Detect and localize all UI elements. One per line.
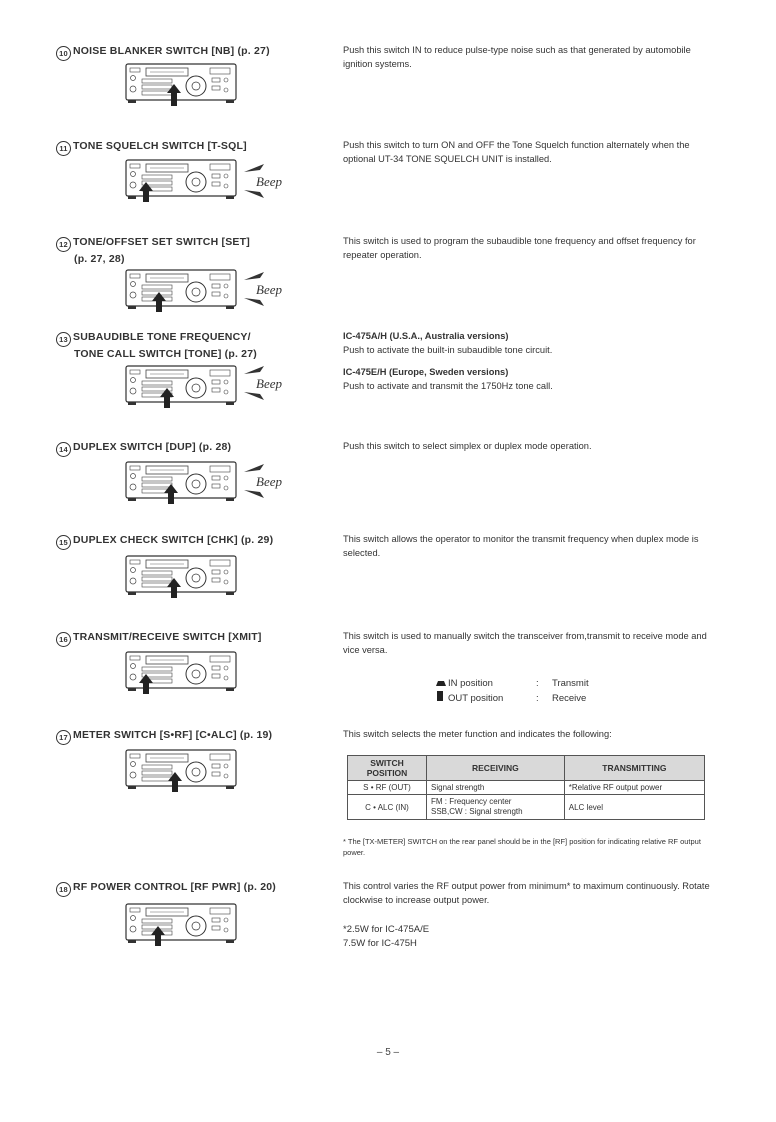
table-cell-line: SSB,CW : Signal strength — [431, 807, 523, 816]
section-title: TRANSMIT/RECEIVE SWITCH [XMIT] — [73, 631, 262, 643]
section-description: This switch selects the meter function and indicates the following: — [343, 729, 612, 739]
table-cell-multiline — [427, 795, 565, 820]
beep-text: Beep — [256, 282, 282, 297]
radio-diagram — [124, 748, 242, 792]
radio-diagram — [124, 902, 242, 946]
section-title: DUPLEX SWITCH [DUP] (p. 28) — [73, 441, 232, 453]
meter-table — [347, 755, 705, 820]
version-text-eu: Push to activate and transmit the 1750Hz tone call. — [343, 380, 553, 391]
section-heading — [56, 139, 336, 156]
table-header: TRANSMITTING — [564, 756, 704, 781]
section-heading — [56, 440, 336, 457]
section-number: 14 — [56, 442, 71, 457]
section-title: NOISE BLANKER SWITCH [NB] (p. 27) — [73, 45, 270, 57]
switch-in-icon — [436, 677, 448, 691]
section-description: Push this switch IN to reduce pulse-type noise such as that generated by automobile ignition systems. — [343, 45, 691, 69]
table-header-row — [348, 756, 705, 781]
power-note: *2.5W for IC-475A/E — [343, 924, 430, 935]
power-note: 7.5W for IC-475H — [343, 938, 417, 949]
section-title: METER SWITCH [S•RF] [C•ALC] (p. 19) — [73, 729, 273, 741]
section-title: SUBAUDIBLE TONE FREQUENCY/ — [73, 331, 251, 343]
beep-icon — [242, 462, 292, 500]
section-number: 17 — [56, 730, 71, 745]
section-description: Push this switch to select simplex or duplex mode operation. — [343, 441, 592, 451]
radio-diagram — [124, 364, 242, 408]
legend-colon: : — [536, 693, 539, 704]
table-row — [348, 781, 705, 795]
legend-colon: : — [536, 678, 539, 689]
beep-icon — [242, 364, 292, 402]
section-title: TONE/OFFSET SET SWITCH [SET] — [73, 236, 250, 248]
section-description: This switch is used to program the subaudible tone frequency and offset frequency for repeater operation. — [343, 236, 696, 260]
table-cell: *Relative RF output power — [564, 781, 704, 795]
table-row — [348, 795, 705, 820]
section-description — [343, 330, 713, 393]
page-number: – 5 – — [376, 1047, 400, 1058]
section-description: This switch allows the operator to monitor the transmit frequency when duplex mode is selected. — [343, 534, 699, 558]
section-heading — [56, 330, 336, 361]
beep-icon — [242, 270, 292, 308]
switch-out-icon — [436, 691, 448, 706]
section-number: 15 — [56, 535, 71, 550]
section-title: DUPLEX CHECK SWITCH [CHK] (p. 29) — [73, 534, 274, 546]
table-cell: S • RF (OUT) — [348, 781, 427, 795]
radio-diagram — [124, 158, 242, 202]
section-number: 11 — [56, 141, 71, 156]
radio-diagram — [124, 268, 242, 312]
switch-position-legend — [436, 677, 589, 706]
table-cell-line: FM : Frequency center — [431, 797, 512, 806]
section-heading — [56, 44, 336, 61]
beep-text: Beep — [256, 174, 282, 189]
radio-diagram — [124, 650, 242, 694]
section-heading — [56, 533, 336, 550]
section-number: 10 — [56, 46, 71, 61]
section-number: 16 — [56, 632, 71, 647]
section-heading — [56, 728, 336, 745]
section-heading — [56, 880, 336, 897]
legend-value: Transmit — [552, 678, 589, 689]
legend-label: IN position — [448, 678, 493, 689]
version-heading-us: IC-475A/H (U.S.A., Australia versions) — [343, 331, 509, 341]
section-description: This switch is used to manually switch the transceiver from,transmit to receive mode and vice versa. — [343, 631, 707, 655]
section-title-line2: TONE CALL SWITCH [TONE] (p. 27) — [74, 348, 257, 360]
radio-diagram — [124, 460, 242, 504]
radio-diagram — [124, 62, 242, 106]
beep-icon — [242, 162, 292, 200]
section-title: TONE SQUELCH SWITCH [T-SQL] — [73, 140, 247, 152]
section-number: 12 — [56, 237, 71, 252]
power-notes — [343, 923, 429, 951]
legend-label: OUT position — [448, 693, 504, 704]
table-header: SWITCH POSITION — [348, 756, 427, 781]
section-description: Push this switch to turn ON and OFF the Tone Squelch function alternately when the optional UT-34 TONE SQUELCH UNIT is installed. — [343, 140, 690, 164]
beep-text: Beep — [256, 474, 282, 489]
version-text-us: Push to activate the built-in subaudible tone circuit. — [343, 344, 553, 355]
section-description: This control varies the RF output power from minimum* to maximum continuously. Rotate clockwise to increase output power. — [343, 881, 710, 905]
table-header: RECEIVING — [427, 756, 565, 781]
table-cell: C • ALC (IN) — [348, 795, 427, 820]
section-number: 18 — [56, 882, 71, 897]
legend-in — [436, 677, 589, 691]
section-title: RF POWER CONTROL [RF PWR] (p. 20) — [73, 881, 276, 893]
legend-value: Receive — [552, 693, 587, 704]
section-heading — [56, 630, 336, 647]
legend-out — [436, 691, 589, 706]
section-heading — [56, 235, 336, 266]
section-title-line2: (p. 27, 28) — [74, 253, 125, 265]
table-footnote: * The [TX-METER] SWITCH on the rear panel should be in the [RF] position for indicating relative RF output power. — [343, 837, 701, 857]
section-number: 13 — [56, 332, 71, 347]
beep-text: Beep — [256, 376, 282, 391]
table-cell: Signal strength — [427, 781, 565, 795]
table-cell: ALC level — [564, 795, 704, 820]
radio-diagram — [124, 554, 242, 598]
version-heading-eu: IC-475E/H (Europe, Sweden versions) — [343, 367, 509, 377]
